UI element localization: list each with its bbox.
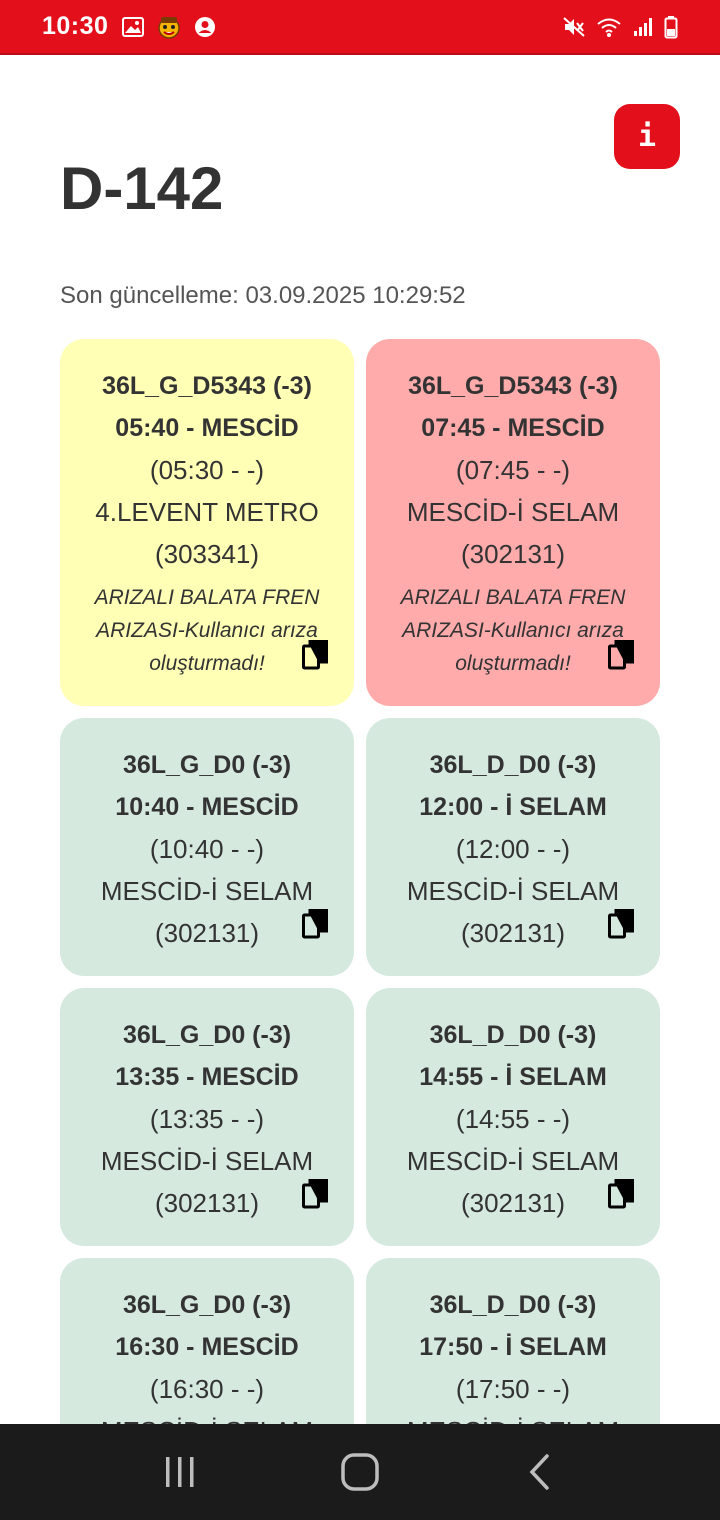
card-plan-time: (07:45 - -) [455,455,571,485]
card-trip: 17:50 - İ SELAM [419,1333,607,1361]
copy-icon[interactable] [300,639,330,671]
card-stop: MESCİD-İ SELAM [100,876,314,906]
copy-icon[interactable] [606,639,636,671]
copy-icon[interactable] [300,1178,330,1210]
status-left-icons [122,14,216,40]
card-route: 36L_G_D0 (-3) [122,1021,292,1049]
status-bar [0,0,720,55]
trip-card[interactable] [366,718,660,976]
app-mascot-icon [156,14,182,40]
card-trip: 12:00 - İ SELAM [419,793,607,821]
status-right-icons [562,15,678,39]
card-trip: 14:55 - İ SELAM [419,1063,607,1091]
card-trip: 10:40 - MESCİD [115,793,299,821]
card-stop: MESCİD-İ SELAM [406,1146,620,1176]
card-route: 36L_G_D5343 (-3) [408,372,618,400]
card-stop-code: (302131) [460,539,566,569]
card-trip: 16:30 - MESCİD [115,1333,299,1361]
card-stop-code: (302131) [460,918,566,948]
card-plan-time: (10:40 - -) [149,834,265,864]
card-route: 36L_D_D0 (-3) [429,1021,597,1049]
wifi-icon [596,16,622,38]
card-route: 36L_D_D0 (-3) [429,751,597,779]
status-time: 10:30 [42,12,109,40]
info-button[interactable]: i [614,104,680,169]
card-stop-code: (302131) [460,1188,566,1218]
account-icon [194,16,216,38]
trip-card[interactable] [60,988,354,1246]
card-stop: MESCİD-İ SELAM [406,497,620,527]
card-stop: MESCİD-İ SELAM [406,876,620,906]
card-stop-code: (302131) [154,918,260,948]
card-note: ARIZALI BALATA FREN ARIZASI-Kullanıcı arıza oluşturmadı! [94,586,320,675]
copy-icon[interactable] [300,908,330,940]
trip-card[interactable] [60,339,354,706]
card-stop: 4.LEVENT METRO [95,497,319,527]
card-trip: 13:35 - MESCİD [115,1063,299,1091]
card-plan-time: (17:50 - -) [455,1374,571,1404]
card-plan-time: (13:35 - -) [149,1104,265,1134]
card-route: 36L_G_D5343 (-3) [102,372,312,400]
navigation-bar [0,1424,720,1520]
card-trip: 05:40 - MESCİD [115,414,299,442]
trip-card[interactable] [366,339,660,706]
card-note: ARIZALI BALATA FREN ARIZASI-Kullanıcı arıza oluşturmadı! [400,586,626,675]
card-trip: 07:45 - MESCİD [421,414,605,442]
card-stop-code: (302131) [154,1188,260,1218]
trip-card-grid [60,339,660,1516]
last-update-text: Son güncelleme: 03.09.2025 10:29:52 [60,282,466,309]
trip-card[interactable] [60,718,354,976]
card-plan-time: (14:55 - -) [455,1104,571,1134]
main-content[interactable] [0,56,720,1424]
home-icon[interactable] [320,1442,400,1502]
back-icon[interactable] [500,1442,580,1502]
card-stop-code: (303341) [154,539,260,569]
copy-icon[interactable] [606,908,636,940]
mute-icon [562,16,586,38]
battery-icon [664,15,678,39]
card-route: 36L_G_D0 (-3) [122,751,292,779]
card-stop: MESCİD-İ SELAM [100,1146,314,1176]
card-route: 36L_G_D0 (-3) [122,1291,292,1319]
copy-icon[interactable] [606,1178,636,1210]
card-plan-time: (12:00 - -) [455,834,571,864]
trip-card[interactable] [366,988,660,1246]
gallery-icon [122,17,144,37]
card-route: 36L_D_D0 (-3) [429,1291,597,1319]
card-plan-time: (16:30 - -) [149,1374,265,1404]
recent-apps-icon[interactable] [140,1442,220,1502]
card-plan-time: (05:30 - -) [149,455,265,485]
signal-icon [632,16,654,38]
page-title: D-142 [60,155,224,222]
